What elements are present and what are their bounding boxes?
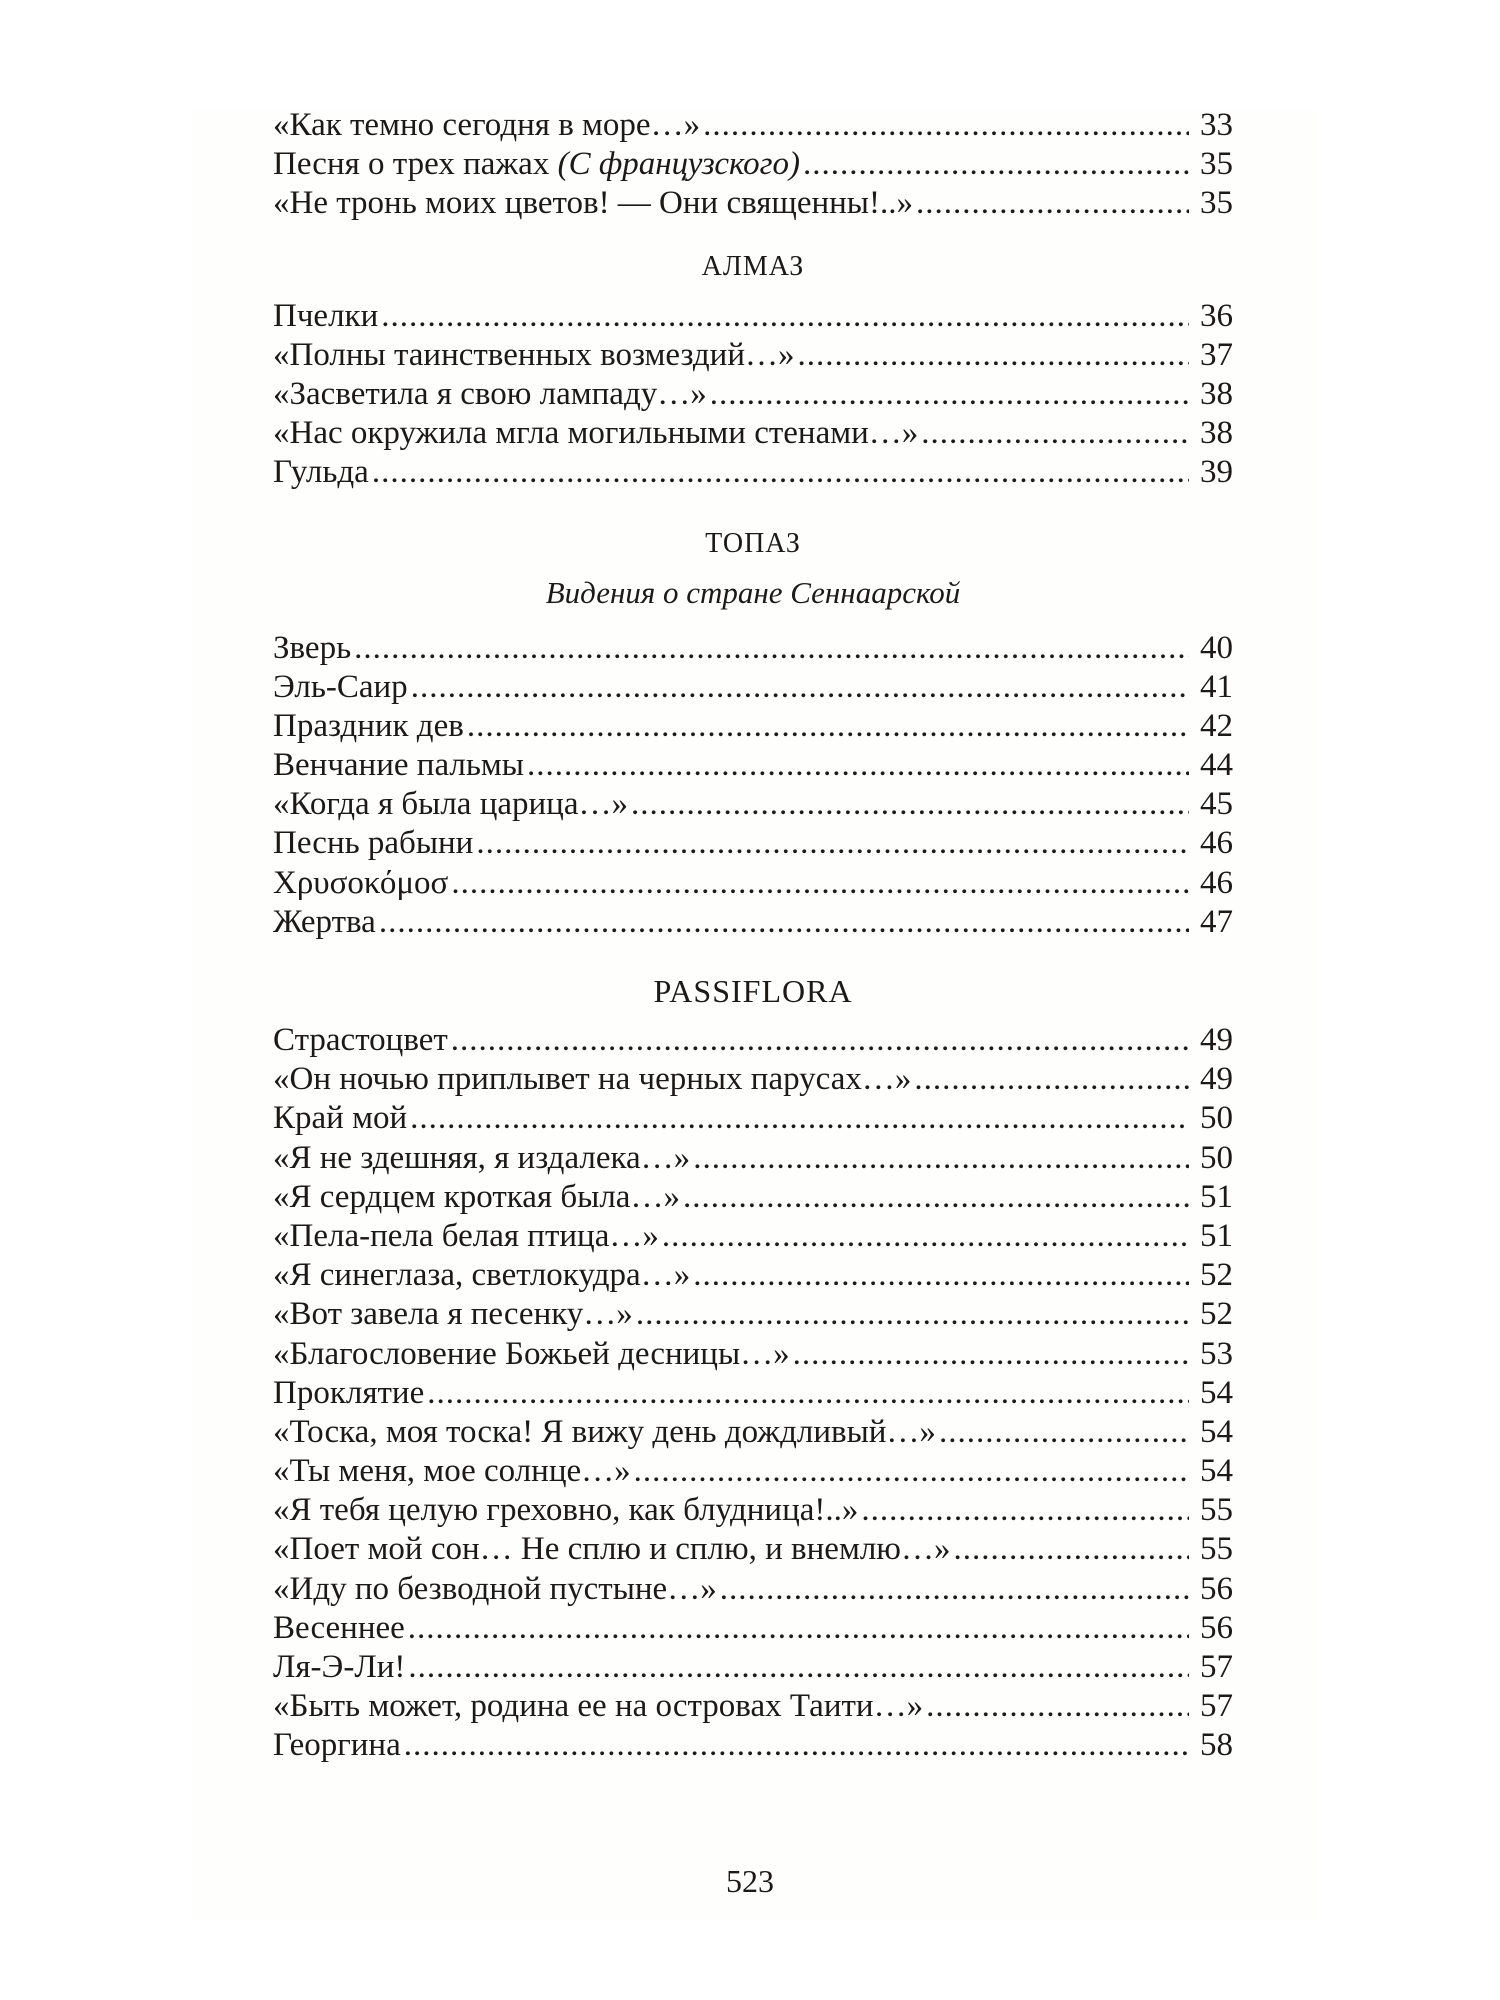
toc-entry-title: Χρυσοκόμοσ: [273, 864, 449, 901]
toc-entry: [273, 1256, 1233, 1295]
toc-entry-title: «Полны таинственных возмездий…»: [273, 336, 795, 373]
dot-leader: [451, 1021, 1189, 1060]
toc-entry-title: «Иду по безводной пустыне…»: [273, 1570, 717, 1607]
toc-entry-page: 54: [1200, 1453, 1233, 1490]
toc-group-top: [273, 106, 1233, 224]
toc-entry-title: Зверь: [273, 629, 352, 666]
toc-entry: [273, 824, 1233, 863]
toc-entry-page: 44: [1200, 747, 1233, 784]
toc-entry: [273, 1452, 1233, 1491]
toc-entry-title: «Когда я была царица…»: [273, 786, 628, 823]
toc-entry-page: 46: [1200, 825, 1233, 862]
toc-entry-page: 54: [1200, 1374, 1233, 1411]
toc-entry: [273, 375, 1233, 414]
dot-leader: [381, 297, 1189, 336]
toc-entry-page: 53: [1200, 1335, 1233, 1372]
toc-entry-page: 51: [1200, 1178, 1233, 1215]
dot-leader: [634, 1452, 1189, 1491]
toc-entry-page: 36: [1200, 297, 1233, 334]
dot-leader: [410, 1099, 1189, 1138]
table-of-contents: [273, 100, 1233, 1766]
toc-entry: [273, 1021, 1233, 1060]
dot-leader: [631, 785, 1189, 824]
toc-section-almaz: [273, 247, 1233, 493]
toc-entry-title: Праздник дев: [273, 707, 464, 744]
toc-entry-title: «Засветила я свою лампаду…»: [273, 375, 707, 412]
toc-entry-title: Ля-Э-Ли!: [273, 1649, 406, 1685]
toc-entry: [273, 1570, 1233, 1609]
dot-leader: [793, 1335, 1189, 1374]
dot-leader: [379, 903, 1189, 942]
dot-leader: [861, 1491, 1189, 1530]
dot-leader: [703, 106, 1189, 145]
dot-leader: [427, 1374, 1189, 1413]
toc-entry-page: 41: [1200, 668, 1233, 705]
toc-entry-title: «Ты меня, мое солнце…»: [273, 1453, 631, 1490]
toc-entry-page: 58: [1200, 1727, 1233, 1764]
toc-entry: [273, 1178, 1233, 1217]
toc-entry-title: «Я синеглаза, светлокудра…»: [273, 1257, 691, 1294]
toc-entry: [273, 336, 1233, 375]
toc-entry-page: 35: [1200, 146, 1233, 183]
dot-leader: [527, 746, 1189, 785]
dot-leader: [926, 1687, 1189, 1726]
toc-entry-page: 56: [1200, 1570, 1233, 1607]
section-heading: АЛМАЗ: [701, 250, 805, 282]
toc-entry-title: [273, 145, 800, 184]
toc-entry: [273, 145, 1233, 184]
toc-entry: [273, 785, 1233, 824]
toc-entry: [273, 106, 1233, 145]
page-number: 523: [726, 1863, 774, 1899]
section-heading: ТОПАЗ: [705, 527, 801, 559]
toc-entry: [273, 629, 1233, 668]
toc-entry-title: «Вот завела я песенку…»: [273, 1296, 633, 1333]
toc-entry-title: Страстоцвет: [273, 1022, 448, 1058]
section-subheading: Видения о стране Сеннаарской: [545, 574, 961, 610]
dot-leader: [476, 824, 1189, 863]
dot-leader: [803, 145, 1189, 184]
dot-leader: [451, 864, 1189, 903]
toc-entry-page: 39: [1200, 454, 1233, 491]
toc-entry-title: «Тоска, моя тоска! Я вижу день дождливый…»: [273, 1413, 936, 1450]
toc-entry-page: 55: [1200, 1531, 1233, 1568]
toc-section-passiflora: [273, 971, 1233, 1766]
toc-entry: [273, 1413, 1233, 1452]
toc-entry-title: Весеннее: [273, 1609, 405, 1646]
toc-entry: [273, 184, 1233, 223]
dot-leader: [693, 1256, 1189, 1295]
toc-entry-page: 47: [1200, 903, 1233, 940]
toc-entry-title: Гульда: [273, 454, 369, 491]
dot-leader: [636, 1295, 1189, 1334]
dot-leader: [411, 668, 1189, 707]
dot-leader: [916, 184, 1189, 223]
toc-entry: [273, 1491, 1233, 1530]
dot-leader: [710, 375, 1189, 414]
toc-entry-title: Жертва: [273, 903, 376, 940]
dot-leader: [408, 1648, 1189, 1687]
toc-entry-title: Эль-Саир: [273, 668, 408, 705]
toc-entry-title: «Пела-пела белая птица…»: [273, 1217, 659, 1254]
toc-entry-title: Проклятие: [273, 1374, 425, 1411]
toc-entry-title: Песнь рабыни: [273, 825, 474, 862]
toc-entry: [273, 414, 1233, 453]
toc-entry: [273, 1139, 1233, 1178]
toc-entry-title: «Я тебя целую греховно, как блудница!..»: [273, 1492, 859, 1529]
toc-entry-page: 37: [1200, 336, 1233, 373]
toc-entry: [273, 1060, 1233, 1099]
toc-entry: [273, 1295, 1233, 1334]
toc-entry-page: 33: [1200, 107, 1233, 143]
toc-entry-page: 56: [1200, 1609, 1233, 1646]
toc-entry-page: 49: [1200, 1061, 1233, 1098]
toc-entry: [273, 1687, 1233, 1726]
dot-leader: [467, 707, 1189, 746]
toc-entry-page: 57: [1200, 1649, 1233, 1685]
toc-entry-page: 52: [1200, 1296, 1233, 1333]
toc-entry-page: 51: [1200, 1217, 1233, 1254]
toc-entry: [273, 1099, 1233, 1138]
toc-entry-page: 38: [1200, 375, 1233, 412]
toc-entry-title: Край мой: [273, 1100, 408, 1137]
toc-entry-page: 50: [1200, 1100, 1233, 1137]
toc-entry: [273, 903, 1233, 942]
toc-entry: [273, 707, 1233, 746]
toc-entry-title: «Не тронь моих цветов! — Они священны!..»: [273, 185, 913, 222]
toc-entry-title: «Я сердцем кроткая была…»: [273, 1178, 680, 1215]
toc-entry: [273, 746, 1233, 785]
dot-leader: [720, 1570, 1189, 1609]
toc-entry: [273, 1530, 1233, 1569]
toc-entry: [273, 1726, 1233, 1765]
toc-entry-title: Пчелки: [273, 297, 379, 334]
toc-entry-title: Георгина: [273, 1727, 401, 1764]
toc-entry: [273, 864, 1233, 903]
toc-entry: [273, 1374, 1233, 1413]
toc-entry-page: 49: [1200, 1022, 1233, 1058]
toc-entry-page: 50: [1200, 1139, 1233, 1176]
toc-entry: [273, 668, 1233, 707]
dot-leader: [662, 1217, 1189, 1256]
toc-entry: [273, 453, 1233, 492]
dot-leader: [408, 1609, 1189, 1648]
dot-leader: [798, 336, 1190, 375]
toc-entry-page: 46: [1200, 864, 1233, 901]
toc-entry-title: «Нас окружила мгла могильными стенами…»: [273, 415, 919, 452]
dot-leader: [939, 1413, 1189, 1452]
dot-leader: [693, 1139, 1189, 1178]
toc-entry-page: 45: [1200, 786, 1233, 823]
toc-entry-page: 54: [1200, 1413, 1233, 1450]
dot-leader: [914, 1060, 1189, 1099]
dot-leader: [683, 1178, 1189, 1217]
toc-entry-title: «Как темно сегодня в море…»: [273, 107, 701, 143]
toc-entry-page: 42: [1200, 707, 1233, 744]
toc-entry: [273, 297, 1233, 336]
toc-entry-page: 38: [1200, 415, 1233, 452]
dot-leader: [354, 629, 1189, 668]
toc-entry-title: «Благословение Божьей десницы…»: [273, 1335, 790, 1372]
toc-entry-page: 52: [1200, 1257, 1233, 1294]
toc-entry-page: 40: [1200, 629, 1233, 666]
toc-entry-page: 35: [1200, 185, 1233, 222]
toc-entry-title: «Он ночью приплывет на черных парусах…»: [273, 1061, 912, 1098]
toc-entry-title-main: Песня о трех пажах: [273, 146, 558, 183]
dot-leader: [372, 453, 1189, 492]
dot-leader: [404, 1726, 1189, 1765]
toc-entry: [273, 1335, 1233, 1374]
toc-entry: [273, 1609, 1233, 1648]
toc-entry-page: 55: [1200, 1492, 1233, 1529]
toc-entry-title: Венчание пальмы: [273, 747, 524, 784]
dot-leader: [953, 1530, 1189, 1569]
dot-leader: [921, 414, 1189, 453]
section-heading: PASSIFLORA: [653, 973, 853, 1009]
toc-entry-page: 57: [1200, 1688, 1233, 1725]
toc-section-topaz: [273, 524, 1233, 943]
toc-entry-title: «Быть может, родина ее на островах Таити…»: [273, 1688, 924, 1725]
toc-entry-title: «Поет мой сон… Не сплю и сплю, и внемлю…»: [273, 1531, 951, 1568]
toc-entry-title-italic: (С французского): [557, 146, 801, 183]
toc-entry: [273, 1217, 1233, 1256]
toc-entry: [273, 1648, 1233, 1687]
toc-entry-title: «Я не здешняя, я издалека…»: [273, 1139, 691, 1176]
